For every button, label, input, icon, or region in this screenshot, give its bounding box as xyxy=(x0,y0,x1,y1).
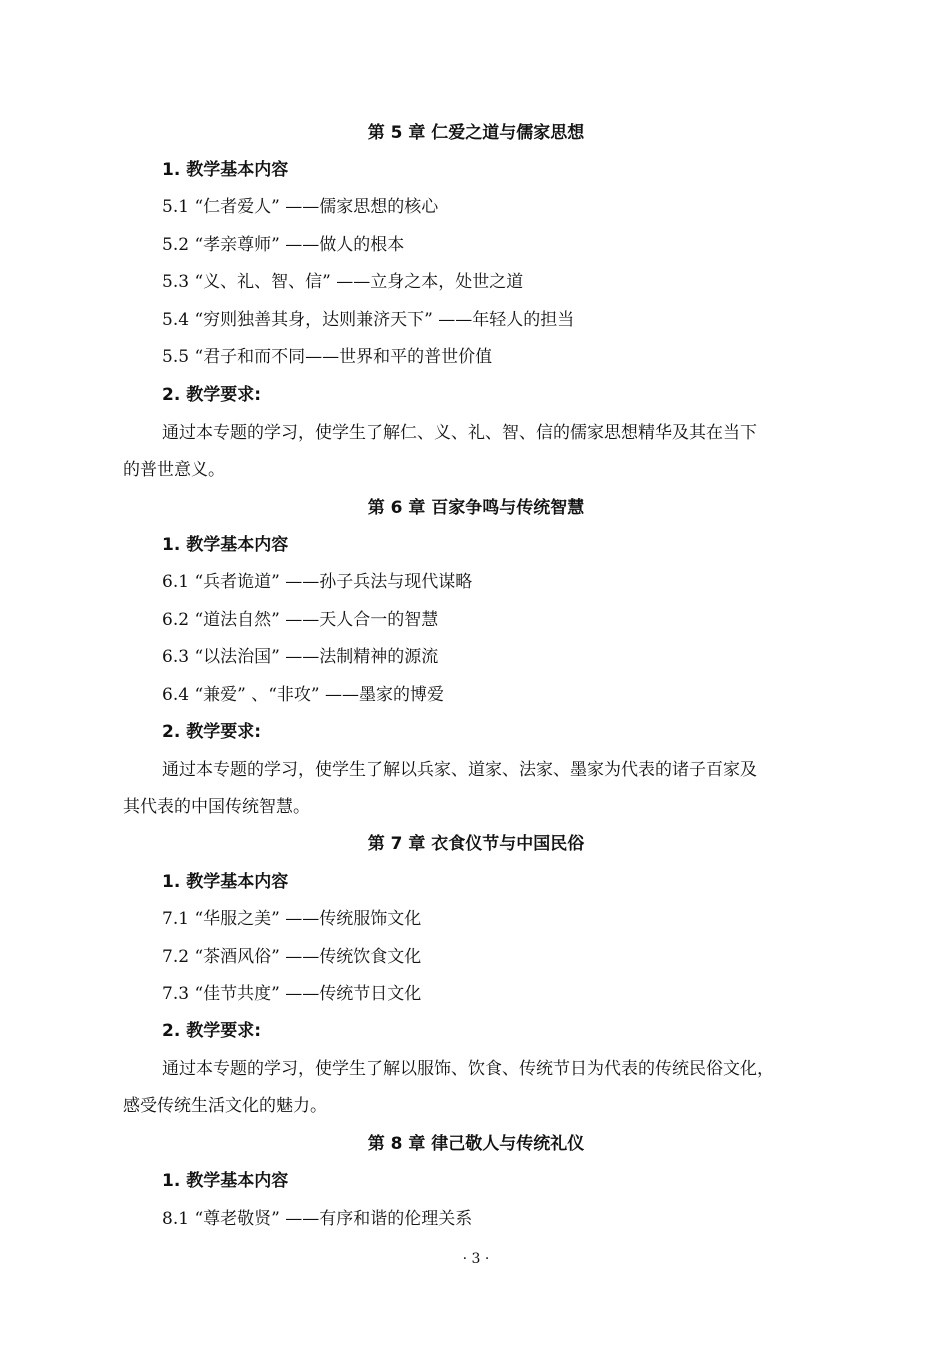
requirements-heading: 2. 教学要求: xyxy=(162,1021,262,1041)
list-item: 6.4 “兼爱” 、“非攻” ——墨家的博爱 xyxy=(162,685,445,705)
list-item: 5.5 “君子和而不同——世界和平的普世价值 xyxy=(162,347,493,367)
list-item: 5.4 “穷则独善其身，达则兼济天下” ——年轻人的担当 xyxy=(162,310,575,330)
content-heading: 1. 教学基本内容 xyxy=(162,535,289,555)
paragraph-line: 其代表的中国传统智慧。 xyxy=(123,797,310,817)
list-item: 8.1 “尊老敬贤” ——有序和谐的伦理关系 xyxy=(162,1209,473,1229)
content-heading: 1. 教学基本内容 xyxy=(162,872,289,892)
requirements-heading: 2. 教学要求: xyxy=(162,385,262,405)
list-item: 7.3 “佳节共度” ——传统节日文化 xyxy=(162,984,422,1004)
list-item: 5.1 “仁者爱人” ——儒家思想的核心 xyxy=(162,197,439,217)
list-item: 6.3 “以法治国” ——法制精神的源流 xyxy=(162,647,439,667)
list-item: 7.2 “茶酒风俗” ——传统饮食文化 xyxy=(162,947,422,967)
paragraph-line: 感受传统生活文化的魅力。 xyxy=(123,1096,327,1116)
chapter-title: 第 6 章 百家争鸣与传统智慧 xyxy=(367,498,585,518)
paragraph-line: 通过本专题的学习，使学生了解以服饰、饮食、传统节日为代表的传统民俗文化， xyxy=(162,1059,774,1079)
list-item: 6.1 “兵者诡道” ——孙子兵法与现代谋略 xyxy=(162,572,473,592)
content-heading: 1. 教学基本内容 xyxy=(162,1171,289,1191)
page-number: · 3 · xyxy=(462,1251,490,1267)
paragraph-line: 通过本专题的学习，使学生了解仁、义、礼、智、信的儒家思想精华及其在当下 xyxy=(162,423,757,443)
requirements-heading: 2. 教学要求: xyxy=(162,722,262,742)
list-item: 7.1 “华服之美” ——传统服饰文化 xyxy=(162,909,422,929)
list-item: 5.2 “孝亲尊师” ——做人的根本 xyxy=(162,235,405,255)
list-item: 5.3 “义、礼、智、信” ——立身之本，处世之道 xyxy=(162,272,524,292)
chapter-title: 第 5 章 仁爱之道与儒家思想 xyxy=(367,123,585,143)
content-heading: 1. 教学基本内容 xyxy=(162,160,289,180)
paragraph-line: 的普世意义。 xyxy=(123,460,225,480)
paragraph-line: 通过本专题的学习，使学生了解以兵家、道家、法家、墨家为代表的诸子百家及 xyxy=(162,760,757,780)
list-item: 6.2 “道法自然” ——天人合一的智慧 xyxy=(162,610,439,630)
chapter-title: 第 7 章 衣食仪节与中国民俗 xyxy=(367,834,585,854)
chapter-title: 第 8 章 律己敬人与传统礼仪 xyxy=(367,1134,585,1154)
